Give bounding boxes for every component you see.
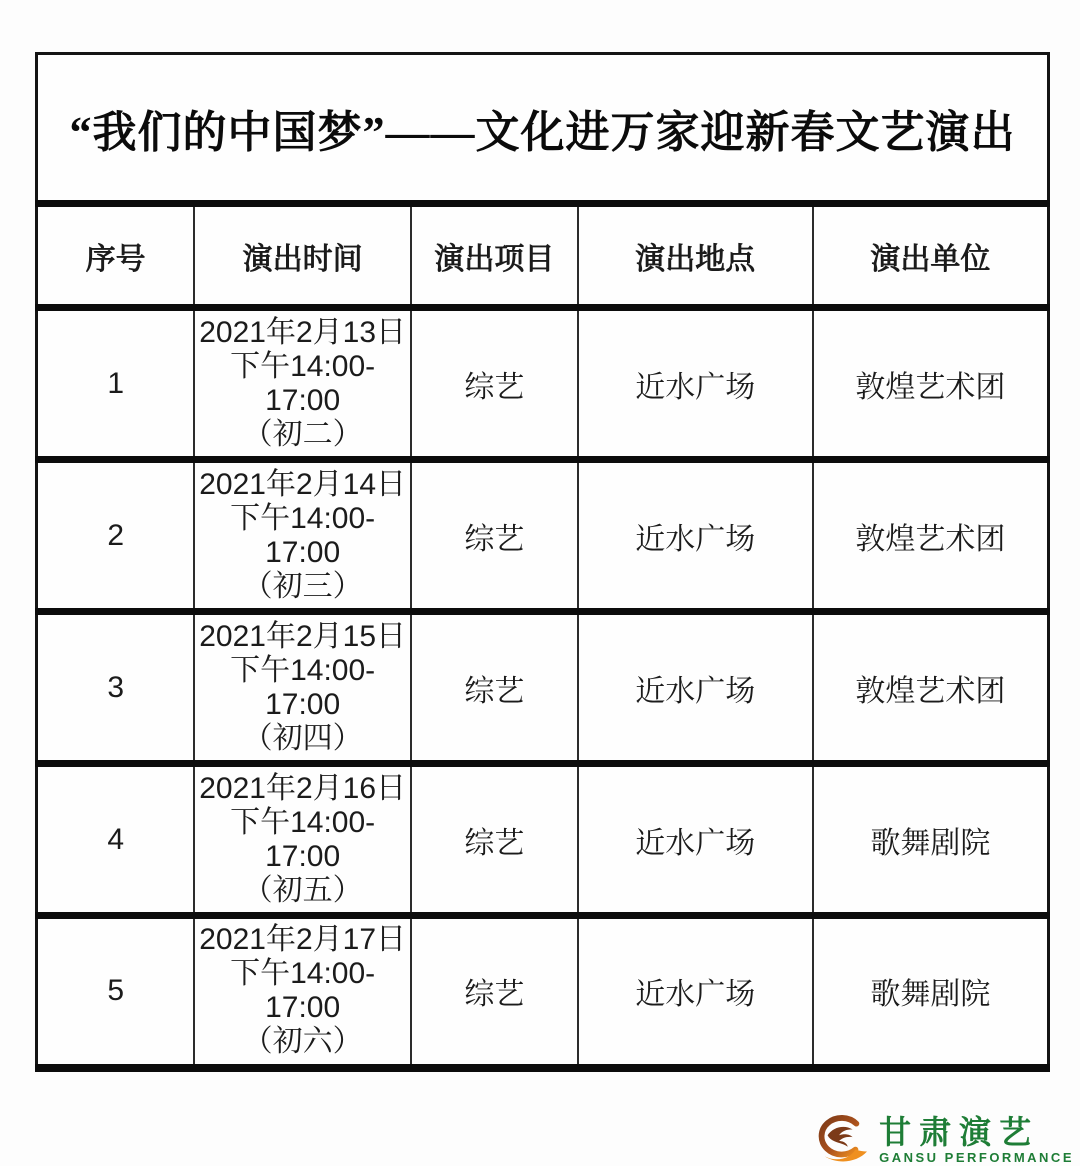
cell-time-date: 2021年2月17日 xyxy=(199,923,407,957)
cell-time-lunar: （初四） xyxy=(242,721,363,755)
logo-english-name: GANSU PERFORMANCE xyxy=(879,1150,1074,1165)
cell-time-hours: 下午14:00-17:00 xyxy=(230,653,376,721)
cell-unit: 敦煌艺术团 xyxy=(813,460,1049,612)
cell-project: 综艺 xyxy=(411,764,578,916)
column-header-unit: 演出单位 xyxy=(813,204,1049,308)
table-row xyxy=(37,460,1049,612)
cell-time-date: 2021年2月14日 xyxy=(199,467,407,501)
column-header-venue: 演出地点 xyxy=(578,204,813,308)
column-header-time: 演出时间 xyxy=(194,204,411,308)
performance-schedule-table xyxy=(35,52,1050,1072)
cell-no: 4 xyxy=(37,764,195,916)
cell-venue: 近水广场 xyxy=(578,460,813,612)
cell-no: 2 xyxy=(37,460,195,612)
logo-text-block xyxy=(879,1116,1074,1164)
cell-time-hours: 下午14:00-17:00 xyxy=(230,501,376,569)
cell-time-hours: 下午14:00-17:00 xyxy=(230,805,376,873)
cell-time xyxy=(194,308,411,460)
cell-project: 综艺 xyxy=(411,308,578,460)
table-title-row xyxy=(37,54,1049,204)
gansu-performance-logo xyxy=(813,1114,1074,1166)
cell-time-hours: 下午14:00-17:00 xyxy=(230,349,376,417)
cell-time-lunar: （初三） xyxy=(242,569,363,603)
cell-project: 综艺 xyxy=(411,612,578,764)
logo-chinese-name: 甘肃演艺 xyxy=(879,1114,1040,1150)
cell-project: 综艺 xyxy=(411,460,578,612)
column-header-project: 演出项目 xyxy=(411,204,578,308)
cell-unit: 歌舞剧院 xyxy=(813,764,1049,916)
cell-venue: 近水广场 xyxy=(578,916,813,1068)
cell-time-date: 2021年2月16日 xyxy=(199,771,407,805)
page-title: “我们的中国梦”——文化进万家迎新春文艺演出 xyxy=(37,54,1049,204)
cell-time-hours: 下午14:00-17:00 xyxy=(230,957,376,1025)
table-row xyxy=(37,612,1049,764)
column-header-no: 序号 xyxy=(37,204,195,308)
cell-time-date: 2021年2月15日 xyxy=(199,619,407,653)
cell-venue: 近水广场 xyxy=(578,612,813,764)
cell-no: 5 xyxy=(107,974,125,1008)
cell-no: 1 xyxy=(37,308,195,460)
table-row xyxy=(37,916,1049,1068)
cell-time xyxy=(194,764,411,916)
table-row xyxy=(37,308,1049,460)
cell-time xyxy=(194,612,411,764)
cell-time-lunar: （初六） xyxy=(242,1025,363,1059)
cell-unit: 敦煌艺术团 xyxy=(813,612,1049,764)
cell-time xyxy=(194,460,411,612)
cell-time-lunar: （初二） xyxy=(242,417,363,451)
cell-time-lunar: （初五） xyxy=(242,873,363,907)
table-row xyxy=(37,764,1049,916)
cell-unit: 敦煌艺术团 xyxy=(813,308,1049,460)
cell-project: 综艺 xyxy=(411,916,578,1068)
cell-no: 3 xyxy=(37,612,195,764)
cell-time-date: 2021年2月13日 xyxy=(199,315,407,349)
cell-unit: 歌舞剧院 xyxy=(813,916,1049,1068)
table-header-row xyxy=(37,204,1049,308)
cell-venue: 近水广场 xyxy=(578,308,813,460)
cell-venue: 近水广场 xyxy=(578,764,813,916)
phoenix-swoosh-icon xyxy=(813,1115,871,1165)
cell-time xyxy=(194,916,411,1068)
